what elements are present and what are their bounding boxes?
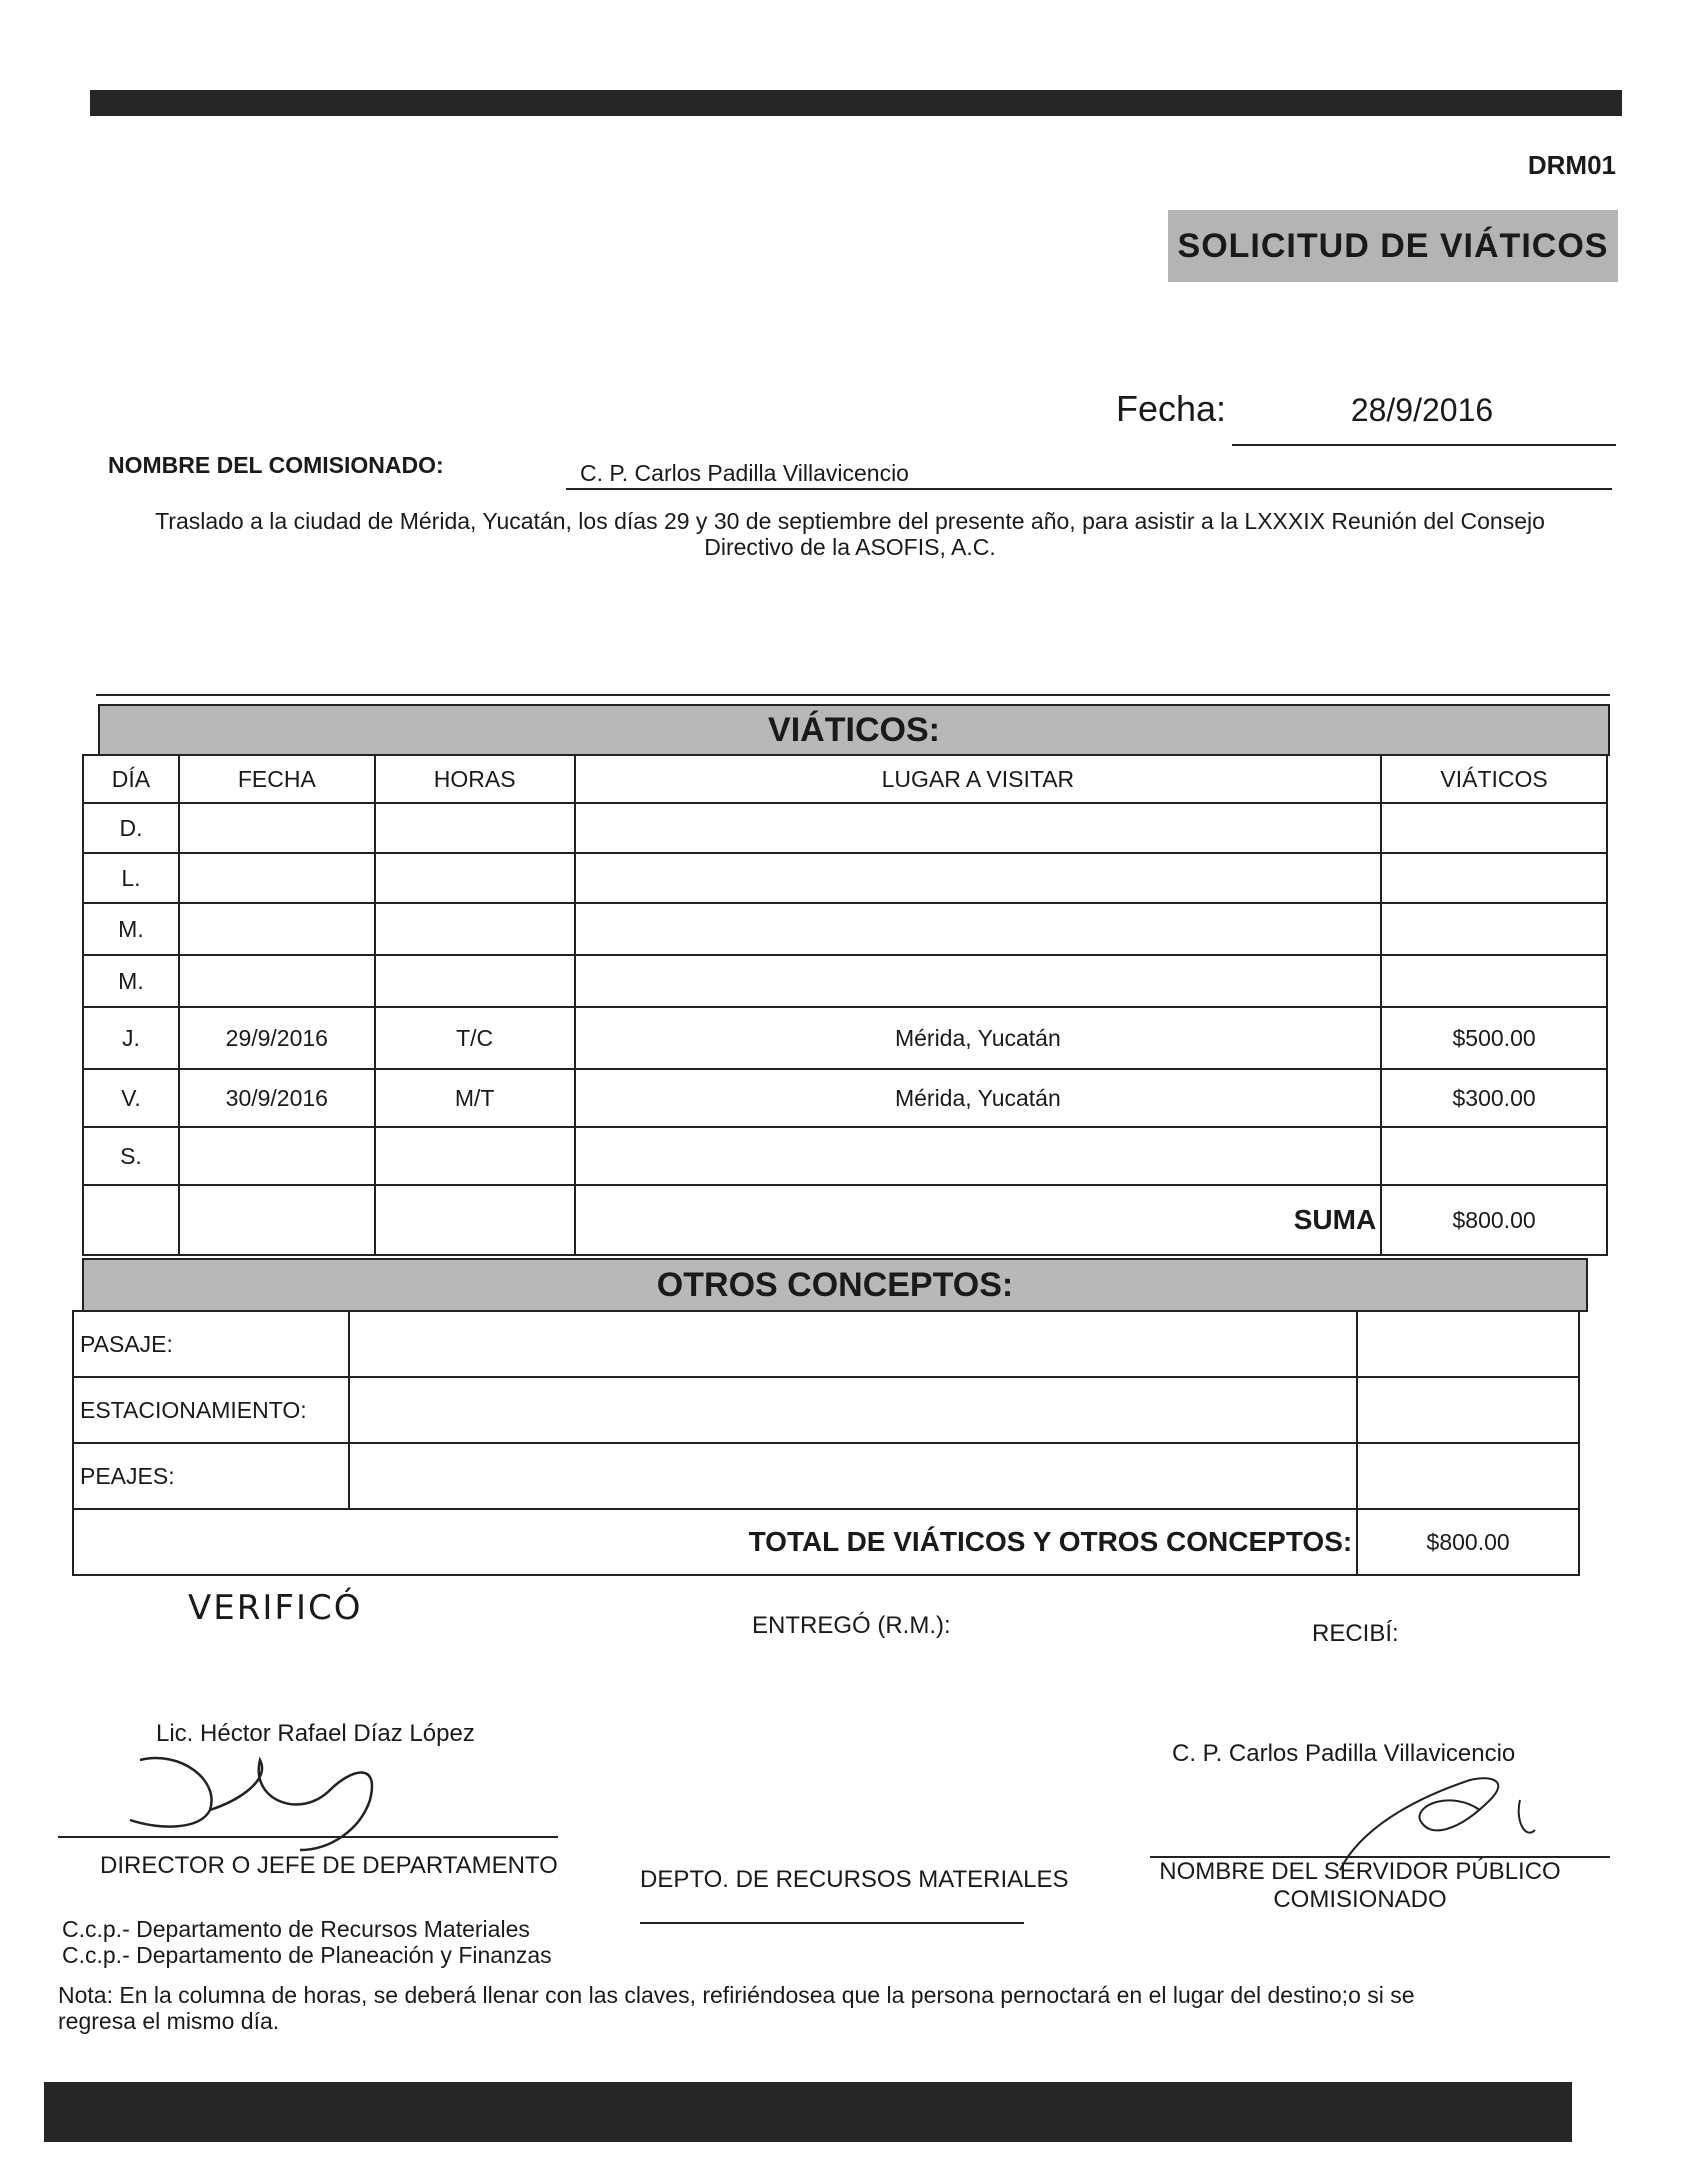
peajes-value xyxy=(1357,1443,1579,1509)
total-label: TOTAL DE VIÁTICOS Y OTROS CONCEPTOS: xyxy=(73,1509,1357,1575)
viaticos-header-row xyxy=(83,755,1607,803)
total-row xyxy=(73,1509,1579,1575)
cell-viaticos: $500.00 xyxy=(1381,1007,1607,1069)
cell-fecha xyxy=(179,853,375,903)
table-row xyxy=(73,1377,1579,1443)
bottom-bar xyxy=(44,2082,1572,2142)
table-row xyxy=(83,903,1607,955)
cell-dia: M. xyxy=(83,955,179,1007)
cell-fecha xyxy=(179,1127,375,1185)
viaticos-top-line xyxy=(96,694,1610,696)
cell-lugar xyxy=(575,803,1382,853)
estacionamiento-value xyxy=(1357,1377,1579,1443)
cell-horas: M/T xyxy=(375,1069,575,1127)
peajes-desc xyxy=(349,1443,1357,1509)
cell-dia: L. xyxy=(83,853,179,903)
estacionamiento-label: ESTACIONAMIENTO: xyxy=(73,1377,349,1443)
cell-dia: D. xyxy=(83,803,179,853)
note-block xyxy=(58,1982,1618,2034)
description-line-2: Directivo de la ASOFIS, A.C. xyxy=(704,534,996,560)
trip-description xyxy=(110,508,1590,560)
cell-dia: J. xyxy=(83,1007,179,1069)
director-title: DIRECTOR O JEFE DE DEPARTAMENTO xyxy=(100,1852,558,1879)
cell-horas xyxy=(375,803,575,853)
ccp-line-2: C.c.p.- Departamento de Planeación y Finanzas xyxy=(62,1942,552,1968)
table-row xyxy=(83,803,1607,853)
recibi-label: RECIBÍ: xyxy=(1312,1620,1399,1647)
pasaje-label: PASAJE: xyxy=(73,1311,349,1377)
pasaje-desc xyxy=(349,1311,1357,1377)
cell-viaticos xyxy=(1381,955,1607,1007)
pasaje-value xyxy=(1357,1311,1579,1377)
table-row xyxy=(73,1311,1579,1377)
cell-viaticos xyxy=(1381,903,1607,955)
rm-signature-line xyxy=(640,1922,1024,1924)
col-dia: DÍA xyxy=(83,755,179,803)
form-title: SOLICITUD DE VIÁTICOS xyxy=(1168,210,1618,282)
cell-horas xyxy=(375,903,575,955)
note-line-2: regresa el mismo día. xyxy=(58,2008,280,2034)
col-horas: HORAS xyxy=(375,755,575,803)
sum-row xyxy=(83,1185,1607,1255)
director-signature-line xyxy=(58,1836,558,1838)
cell-dia: M. xyxy=(83,903,179,955)
cell-dia: V. xyxy=(83,1069,179,1127)
top-bar xyxy=(90,90,1622,116)
cell-empty xyxy=(83,1185,179,1255)
servidor-name: C. P. Carlos Padilla Villavicencio xyxy=(1172,1740,1516,1767)
servidor-title xyxy=(1150,1858,1570,1914)
col-lugar: LUGAR A VISITAR xyxy=(575,755,1382,803)
cell-empty xyxy=(375,1185,575,1255)
sum-label: SUMA xyxy=(575,1185,1382,1255)
cell-lugar xyxy=(575,903,1382,955)
cell-fecha xyxy=(179,955,375,1007)
cell-empty xyxy=(179,1185,375,1255)
name-value: C. P. Carlos Padilla Villavicencio xyxy=(580,460,909,486)
table-row xyxy=(83,955,1607,1007)
table-row xyxy=(83,1127,1607,1185)
cell-horas: T/C xyxy=(375,1007,575,1069)
ccp-line-1: C.c.p.- Departamento de Recursos Materiales xyxy=(62,1916,530,1942)
date-underline xyxy=(1232,444,1616,446)
cell-lugar xyxy=(575,955,1382,1007)
viaticos-heading: VIÁTICOS: xyxy=(98,704,1610,756)
cell-viaticos xyxy=(1381,853,1607,903)
director-name: Lic. Héctor Rafael Díaz López xyxy=(156,1720,475,1747)
date-value: 28/9/2016 xyxy=(1350,392,1494,428)
rm-title: DEPTO. DE RECURSOS MATERIALES xyxy=(640,1866,1069,1893)
verifico-label: VERIFICÓ xyxy=(188,1588,363,1628)
description-line-1: Traslado a la ciudad de Mérida, Yucatán, los días 29 y 30 de septiembre del presente año, para asistir a la LXXXIX Reunión del Consejo xyxy=(155,508,1545,534)
table-row xyxy=(83,853,1607,903)
servidor-title-line-1: NOMBRE DEL SERVIDOR PÚBLICO xyxy=(1159,1858,1561,1885)
cell-dia: S. xyxy=(83,1127,179,1185)
form-code: DRM01 xyxy=(1527,150,1616,180)
date-label: Fecha: xyxy=(1116,388,1227,429)
entrego-label: ENTREGÓ (R.M.): xyxy=(752,1612,951,1639)
otros-heading: OTROS CONCEPTOS: xyxy=(82,1258,1588,1312)
cell-fecha: 30/9/2016 xyxy=(179,1069,375,1127)
cell-viaticos: $300.00 xyxy=(1381,1069,1607,1127)
cell-lugar xyxy=(575,1127,1382,1185)
cell-viaticos xyxy=(1381,1127,1607,1185)
ccp-block xyxy=(62,1916,552,1968)
cell-fecha xyxy=(179,803,375,853)
note-line-1: Nota: En la columna de horas, se deberá llenar con las claves, refiriéndosea que la persona pernoctará en el lugar del destino;o si se xyxy=(58,1982,1415,2008)
peajes-label: PEAJES: xyxy=(73,1443,349,1509)
servidor-title-line-2: COMISIONADO xyxy=(1273,1886,1447,1913)
table-row xyxy=(83,1007,1607,1069)
cell-horas xyxy=(375,853,575,903)
cell-fecha xyxy=(179,903,375,955)
col-viaticos: VIÁTICOS xyxy=(1381,755,1607,803)
cell-lugar: Mérida, Yucatán xyxy=(575,1007,1382,1069)
cell-viaticos xyxy=(1381,803,1607,853)
total-value: $800.00 xyxy=(1357,1509,1579,1575)
cell-horas xyxy=(375,1127,575,1185)
table-row xyxy=(73,1443,1579,1509)
estacionamiento-desc xyxy=(349,1377,1357,1443)
cell-horas xyxy=(375,955,575,1007)
table-row xyxy=(83,1069,1607,1127)
name-underline xyxy=(566,488,1612,490)
cell-fecha: 29/9/2016 xyxy=(179,1007,375,1069)
cell-lugar xyxy=(575,853,1382,903)
cell-lugar: Mérida, Yucatán xyxy=(575,1069,1382,1127)
viaticos-table xyxy=(82,754,1608,1256)
director-signature xyxy=(100,1720,420,1860)
otros-table xyxy=(72,1310,1580,1576)
name-label: NOMBRE DEL COMISIONADO: xyxy=(108,452,444,478)
sum-value: $800.00 xyxy=(1381,1185,1607,1255)
col-fecha: FECHA xyxy=(179,755,375,803)
